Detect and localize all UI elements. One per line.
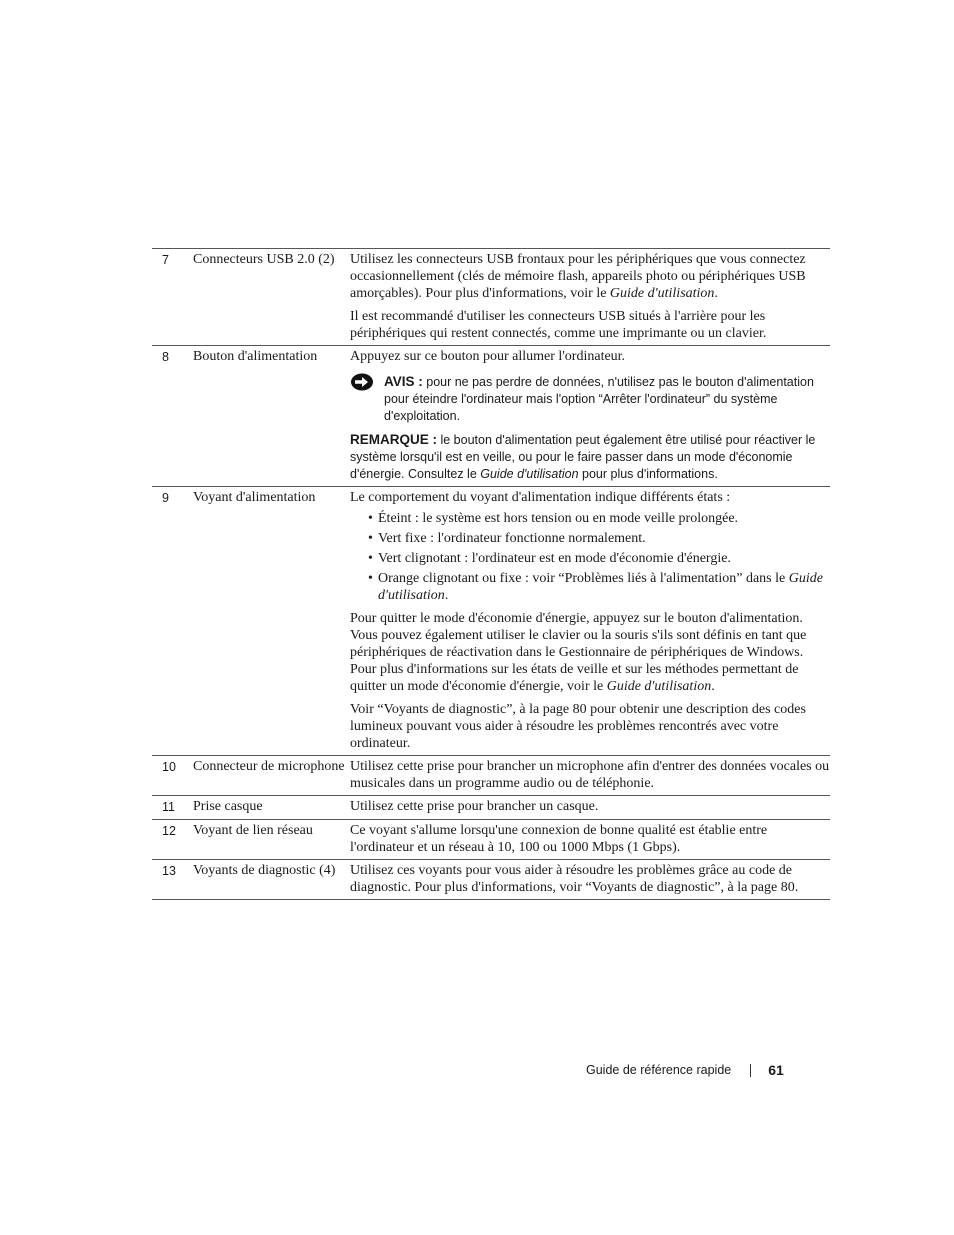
row-component-name: Voyant d'alimentation	[193, 490, 316, 505]
text: Pour quitter le mode d'économie d'énergie, appuyez sur le bouton d'alimentation. Vous pouvez également utiliser le clavier ou la souris s'ils sont définis en tant que périphériques de réactivation dans le Gestionnaire de périphériques de Windows. Pour plus d'informations sur les états de veille et sur les méthodes permettant de quitter un mode d'économie d'énergie, voir le	[350, 611, 807, 694]
notice-arrow-icon	[350, 373, 384, 425]
row-component-name: Bouton d'alimentation	[193, 349, 318, 364]
status-list	[350, 510, 830, 604]
paragraph: Le comportement du voyant d'alimentation indique différents états :	[350, 490, 731, 505]
component-table	[152, 248, 830, 900]
text: .	[711, 679, 715, 694]
text: .	[444, 588, 449, 603]
paragraph	[350, 610, 830, 695]
row-component-name: Voyant de lien réseau	[193, 823, 313, 838]
list-item: • Éteint : le système est hors tension ou en mode veille prolongée.	[368, 510, 830, 527]
row-component-name: Prise casque	[193, 799, 263, 814]
row-number: 9	[162, 491, 169, 505]
table-row	[152, 820, 830, 860]
row-description	[350, 251, 830, 342]
row-description	[350, 798, 830, 816]
remark-block	[350, 431, 830, 483]
row-component-name: Voyants de diagnostic (4)	[193, 863, 336, 878]
notice-label: AVIS :	[384, 374, 423, 389]
guide-reference: Guide d'utilisation	[606, 679, 712, 694]
list-item: • Vert fixe : l'ordinateur fonctionne normalement.	[368, 530, 830, 547]
remark-label: REMARQUE :	[350, 432, 437, 447]
row-number: 7	[162, 253, 169, 267]
row-description	[350, 489, 830, 752]
row-number: 12	[162, 824, 176, 838]
guide-reference: Guide d'utilisation	[609, 286, 715, 301]
text: pour ne pas perdre de données, n'utilisez pas le bouton d'alimentation pour éteindre l'ordinateur mais l'option “Arrêter l'ordinateur” du système d'exploitation.	[384, 375, 814, 423]
table-row	[152, 487, 830, 756]
footer-title: Guide de référence rapide	[586, 1063, 732, 1077]
text: .	[714, 286, 718, 301]
page-footer	[586, 1061, 826, 1079]
text: pour plus d'informations.	[578, 467, 718, 481]
row-description	[350, 348, 830, 483]
table-row	[152, 346, 830, 487]
paragraph: Voir “Voyants de diagnostic”, à la page 80 pour obtenir une description des codes lumineux pouvant vous aider à résoudre les problèmes rencontrés avec votre ordinateur.	[350, 702, 806, 751]
paragraph: Utilisez cette prise pour brancher un casque.	[350, 799, 599, 814]
row-number: 10	[162, 760, 176, 774]
paragraph: Appuyez sur ce bouton pour allumer l'ordinateur.	[350, 349, 626, 364]
list-item	[368, 570, 830, 604]
row-number: 13	[162, 864, 176, 878]
table-row	[152, 860, 830, 900]
row-component-name: Connecteur de microphone	[193, 759, 345, 774]
text: Utilisez les connecteurs USB frontaux pour les périphériques que vous connectez occasionnellement (clés de mémoire flash, appareils photo ou périphériques USB amorçables). Pour plus d'informations, voir le	[350, 252, 806, 301]
row-component-name: Connecteurs USB 2.0 (2)	[193, 252, 335, 267]
paragraph: Il est recommandé d'utiliser les connecteurs USB situés à l'arrière pour les périphériques qui restent connectés, comme une imprimante ou un clavier.	[350, 309, 767, 341]
paragraph: Utilisez ces voyants pour vous aider à résoudre les problèmes grâce au code de diagnostic. Pour plus d'informations, voir “Voyants de diagnostic”, à la page 80.	[350, 863, 799, 895]
paragraph: Utilisez cette prise pour brancher un microphone afin d'entrer des données vocales ou musicales dans un programme audio ou de téléphonie.	[350, 759, 830, 791]
row-description	[350, 822, 830, 856]
notice-text	[384, 373, 830, 425]
list-item: • Vert clignotant : l'ordinateur est en mode d'économie d'énergie.	[368, 550, 830, 567]
row-number: 11	[162, 800, 175, 814]
footer-separator	[750, 1064, 751, 1077]
paragraph	[350, 251, 830, 302]
text: le bouton d'alimentation peut également être utilisé pour réactiver le système lorsqu'il est en veille, ou pour le faire passer dans un mode d'économie d'énergie. Consultez le	[350, 433, 816, 481]
guide-reference: Guide d'utilisation	[378, 571, 823, 603]
guide-reference: Guide d'utilisation	[480, 467, 579, 481]
text: Orange clignotant ou fixe : voir “Problèmes liés à l'alimentation” dans le	[378, 571, 789, 586]
table-row	[152, 249, 830, 346]
table-row	[152, 796, 830, 820]
paragraph: Ce voyant s'allume lorsqu'une connexion de bonne qualité est établie entre l'ordinateur et un réseau à 10, 100 ou 1000 Mbps (1 Gbps).	[350, 823, 768, 855]
row-description	[350, 862, 830, 896]
table-row	[152, 756, 830, 796]
row-description	[350, 758, 830, 792]
row-number: 8	[162, 350, 169, 364]
notice-block	[350, 373, 830, 425]
page-number: 61	[768, 1062, 784, 1078]
